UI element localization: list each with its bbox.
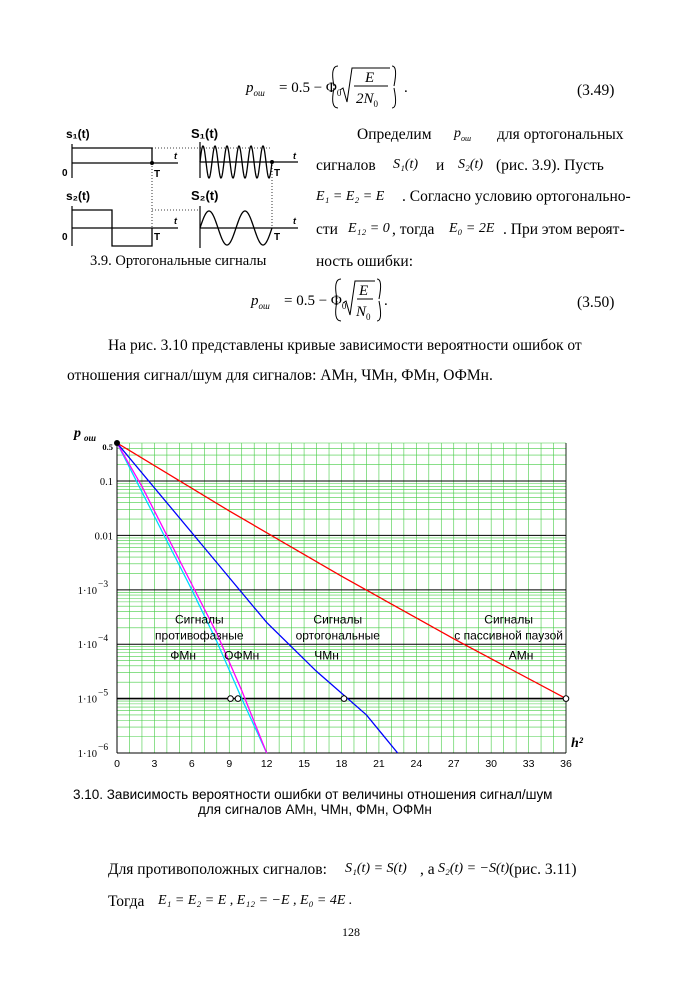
s2-right-label: S₂(t) (191, 188, 219, 203)
para1-line4-b: , тогда (392, 221, 435, 238)
annotation-series-label: АМн (508, 648, 534, 663)
x-tick-label: 12 (260, 758, 273, 770)
T-label: T (154, 232, 161, 243)
zero-label: 0 (62, 232, 68, 243)
x-tick-label: 15 (298, 758, 310, 770)
para2-line1: На рис. 3.10 представлены кривые зависимости вероятности ошибок от (108, 337, 582, 354)
fig-310-caption-line1: 3.10. Зависимость вероятности ошибки от величины отношения сигнал/шум (73, 787, 553, 802)
para1-e-eq: E₁ = E₂ = E (316, 189, 385, 204)
para1-line3: . Согласно условию ортогонально- (402, 188, 631, 205)
eq-349-number: (3.49) (577, 82, 615, 99)
annotation-line: противофазные (155, 628, 244, 643)
y-axis-label-sub: ош (84, 433, 96, 443)
fig-39-diagram (60, 126, 310, 256)
annotation-series-label: ФМн (170, 648, 196, 663)
chart-y-ticks (78, 442, 113, 760)
T-label: T (154, 169, 161, 180)
eq-350-numerator: E (359, 283, 369, 299)
para1-line1-a: Определим (357, 126, 432, 143)
para1-line1-b: для ортогональных (497, 126, 624, 143)
para1-s1: S₁(t) (393, 157, 419, 172)
x-tick-label: 27 (447, 758, 460, 770)
s1-left-label: s₁(t) (66, 127, 90, 141)
annotation-line: Сигналы (174, 612, 224, 627)
para1-line2-c: (рис. 3.9). Пусть (496, 157, 604, 174)
T-label: T (274, 232, 281, 243)
eq-350-lhs: $p_{ош}$ (251, 293, 270, 311)
x-tick-label: 24 (410, 758, 423, 770)
eq-350-rhs: = $0.5 - \Phi_0$ (284, 293, 347, 311)
para1-e12: E₁₂ = 0 (348, 221, 390, 236)
y-tick-label: 1·10 (77, 749, 97, 760)
ber-marker (341, 696, 347, 702)
y-tick-label: 0.01 (94, 531, 113, 543)
eq-350-number: (3.50) (577, 294, 615, 311)
x-tick-label: 9 (226, 758, 233, 770)
t-label: t (174, 151, 177, 161)
x-tick-label: 36 (560, 758, 572, 770)
eq-349-lhs: $p_{ош}$ (246, 80, 265, 98)
para1-p-symbol: $p_{ош}$ (454, 126, 472, 143)
para1-e0: E₀ = 2E (449, 221, 495, 236)
ber-marker (563, 696, 569, 702)
eq-349-numerator: E (365, 70, 375, 86)
annotation-series-label: ОФМн (224, 648, 260, 663)
y-axis-label: p (74, 426, 81, 441)
x-tick-label: 0 (114, 758, 120, 770)
annotation-line: Сигналы (313, 612, 363, 627)
x-tick-label: 21 (373, 758, 385, 770)
x-tick-label: 3 (151, 758, 158, 770)
chart-grid (117, 443, 566, 753)
annotation-line: с пассивной паузой (454, 628, 563, 643)
para1-line4-a: сти (316, 221, 338, 238)
ber-marker (235, 696, 241, 702)
para3-line2-eq: E₁ = E₂ = E , E₁₂ = −E , E₀ = 4E . (158, 893, 353, 908)
page-number: 128 (342, 925, 360, 939)
para3-eq1: S₁(t) = S(t) (345, 861, 407, 876)
fig-39-caption: 3.9. Ортогональные сигналы (90, 253, 267, 269)
fig-310-caption-line2: для сигналов АМн, ЧМн, ФМн, ОФМн (198, 802, 432, 817)
para2-line2: отношения сигнал/шум для сигналов: АМн, ЧМн, ФМн, ОФМн. (67, 367, 493, 384)
t-label: t (293, 216, 296, 226)
x-tick-label: 33 (522, 758, 535, 770)
para3-eq2: S₂(t) = −S(t) (438, 861, 510, 876)
y-tick-label: 1·10 (77, 694, 97, 706)
annotation-line: ортогональные (295, 628, 380, 643)
y-tick-exponent: −4 (98, 634, 109, 645)
s1-right-label: S₁(t) (191, 126, 219, 141)
eq-349-denominator: $2N_0$ (356, 91, 379, 109)
y-tick-exponent: −6 (98, 743, 109, 753)
chart-x-ticks (114, 758, 572, 770)
fig-310-chart (60, 420, 660, 775)
T-label: T (274, 168, 281, 179)
eq-350-trailing: . (384, 293, 388, 309)
t-label: t (293, 151, 296, 161)
eq-349-trailing: . (404, 80, 408, 96)
y-tick-label: 1·10 (77, 585, 97, 597)
x-tick-label: 30 (485, 758, 498, 770)
y-tick-label: 0.1 (99, 477, 113, 489)
x-tick-label: 6 (188, 758, 195, 770)
para3-line1-c: (рис. 3.11) (509, 861, 577, 878)
annotation-line: Сигналы (484, 612, 533, 627)
t-label: t (174, 216, 177, 226)
ber-marker (228, 696, 234, 702)
para1-line4-c: . При этом вероят- (503, 221, 625, 238)
para1-s2: S₂(t) (458, 157, 484, 172)
eq-349-rhs: = $0.5 - \Phi_0$ (279, 80, 342, 98)
y-tick-label: 1·10 (77, 640, 97, 652)
annotation-series-label: ЧМн (314, 648, 339, 663)
para1-line2-b: и (436, 157, 445, 174)
origin-point (114, 440, 120, 446)
para3-line1-b: , а (420, 861, 435, 878)
para1-line5: ность ошибки: (316, 253, 414, 270)
s2-left-label: s₂(t) (66, 189, 90, 203)
para3-line2-a: Тогда (108, 893, 145, 910)
y-tick-exponent: −5 (98, 688, 109, 699)
y-tick-label: 0.5 (102, 442, 113, 452)
eq-350-denominator: $N_0$ (356, 304, 371, 322)
x-tick-label: 18 (335, 758, 348, 770)
para3-line1-a: Для противоположных сигналов: (108, 861, 327, 878)
y-tick-exponent: −3 (98, 579, 109, 590)
zero-label: 0 (62, 168, 68, 179)
x-axis-label: h² (571, 736, 583, 751)
para1-line2-a: сигналов (316, 157, 376, 174)
